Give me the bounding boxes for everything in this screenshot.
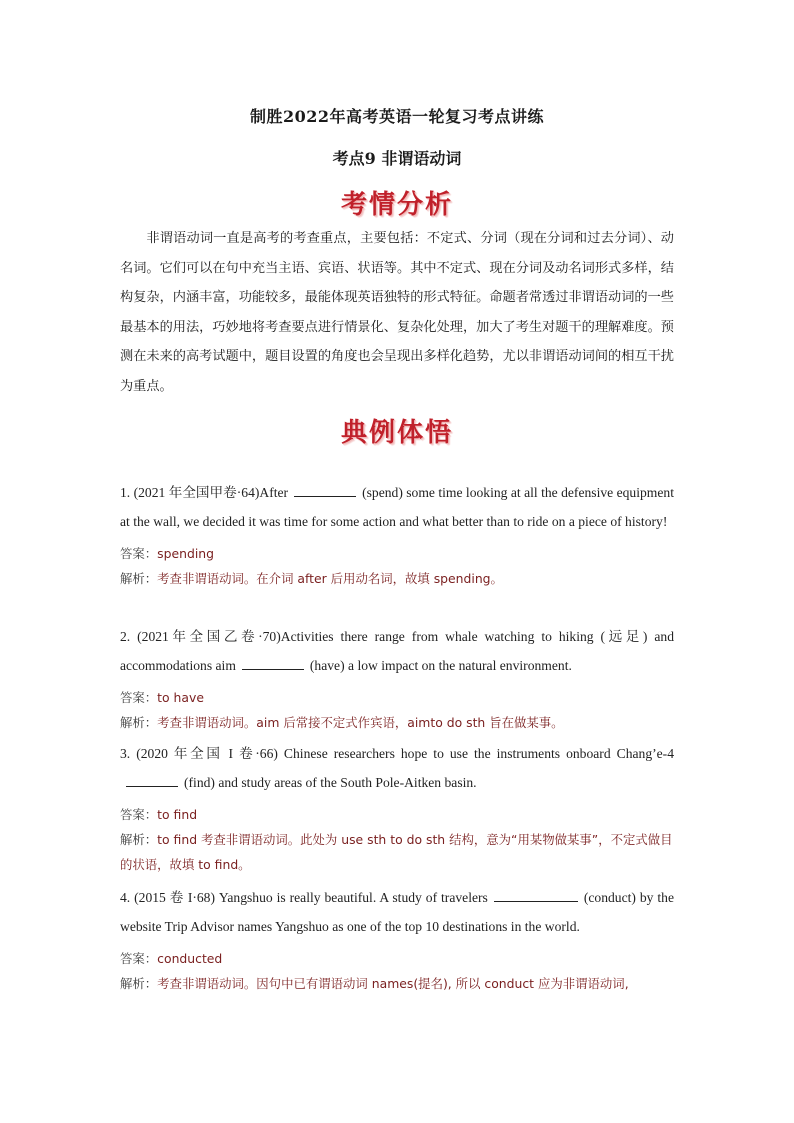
answer-value: to have [157, 690, 204, 705]
answer-blank [242, 657, 304, 670]
answer-value: conducted [157, 951, 223, 966]
document-title: 制胜2022年高考英语一轮复习考点讲练 [249, 107, 545, 126]
analysis-text: to find 考查非谓语动词。此处为 use sth to do sth 结构，意为“用某物做某事”，不定式做目的状语，故填 to find。 [120, 832, 673, 872]
analysis-label: 解析： [120, 715, 158, 730]
question-2 [120, 622, 674, 735]
analysis-line [120, 971, 674, 996]
answer-label: 答案： [120, 951, 158, 966]
answer-label: 答案： [120, 807, 158, 822]
analysis-label: 解析： [120, 571, 158, 586]
question-text [120, 739, 674, 797]
answer-line [120, 947, 674, 971]
question-text [120, 478, 674, 536]
analysis-label: 解析： [120, 832, 158, 847]
section-heading-examples: 典例体悟 [340, 418, 453, 448]
analysis-line [120, 827, 674, 877]
question-text [120, 622, 674, 680]
answer-blank [294, 484, 356, 497]
document-subtitle: 考点9 非谓语动词 [332, 149, 462, 168]
answer-blank [494, 889, 578, 902]
answer-value: to find [157, 807, 198, 822]
question-stem-before: 2. (2021年全国乙卷·70)Activities there range from whale watching to hiking (远足) and accommodations aim [120, 629, 674, 673]
analysis-line [120, 710, 674, 735]
question-4 [120, 883, 674, 996]
answer-line [120, 686, 674, 710]
question-stem-after: (have) a low impact on the natural environment. [309, 658, 572, 673]
question-3 [120, 739, 674, 877]
answer-value: spending [157, 546, 214, 561]
analysis-line [120, 566, 674, 591]
question-stem-after: (spend) some time looking at all the defensive equipment at the wall, we decided it was time for some action and what better than to ride on a piece of history! [120, 485, 674, 529]
analysis-text: 考查非谓语动词。在介词 after 后用动名词，故填 spending。 [157, 571, 503, 586]
analysis-text: 考查非谓语动词。aim 后常接不定式作宾语，aimto do sth 旨在做某事。 [157, 715, 564, 730]
question-stem-after: (conduct) by the website Trip Advisor names Yangshuo as one of the top 10 destinations in the world. [120, 890, 674, 934]
answer-line [120, 542, 674, 566]
intro-paragraph: 非谓语动词一直是高考的考查重点，主要包括：不定式、分词（现在分词和过去分词）、动名词。它们可以在句中充当主语、宾语、状语等。其中不定式、现在分词及动名词形式多样，结构复杂，内涵丰富，功能较多，最能体现英语独特的形式特征。命题者常透过非谓语动词的一些最基本的用法，巧妙地将考查要点进行情景化、复杂化处理，加大了考生对题干的理解难度。预测在未来的高考试题中，题目设置的角度也会呈现出多样化趋势，尤以非谓语动词间的相互干扰为重点。 [120, 231, 674, 394]
answer-label: 答案： [120, 690, 158, 705]
question-text [120, 883, 674, 941]
answer-label: 答案： [120, 546, 158, 561]
question-stem-before: 4. (2015 卷 I·68) Yangshuo is really beautiful. A study of travelers [120, 890, 488, 905]
question-stem-after: (find) and study areas of the South Pole-Aitken basin. [184, 775, 477, 790]
question-stem-before: 1. (2021 年全国甲卷·64)After [120, 485, 289, 500]
analysis-text: 考查非谓语动词。因句中已有谓语动词 names(提名), 所以 conduct 应为非谓语动词, [157, 976, 629, 991]
answer-blank [126, 774, 178, 787]
analysis-label: 解析： [120, 976, 158, 991]
answer-line [120, 803, 674, 827]
question-1 [120, 478, 674, 591]
section-heading-analysis: 考情分析 [340, 190, 453, 220]
question-stem-before: 3. (2020 年全国 I 卷·66) Chinese researchers hope to use the instruments onboard Chang’e-4 [120, 746, 674, 761]
